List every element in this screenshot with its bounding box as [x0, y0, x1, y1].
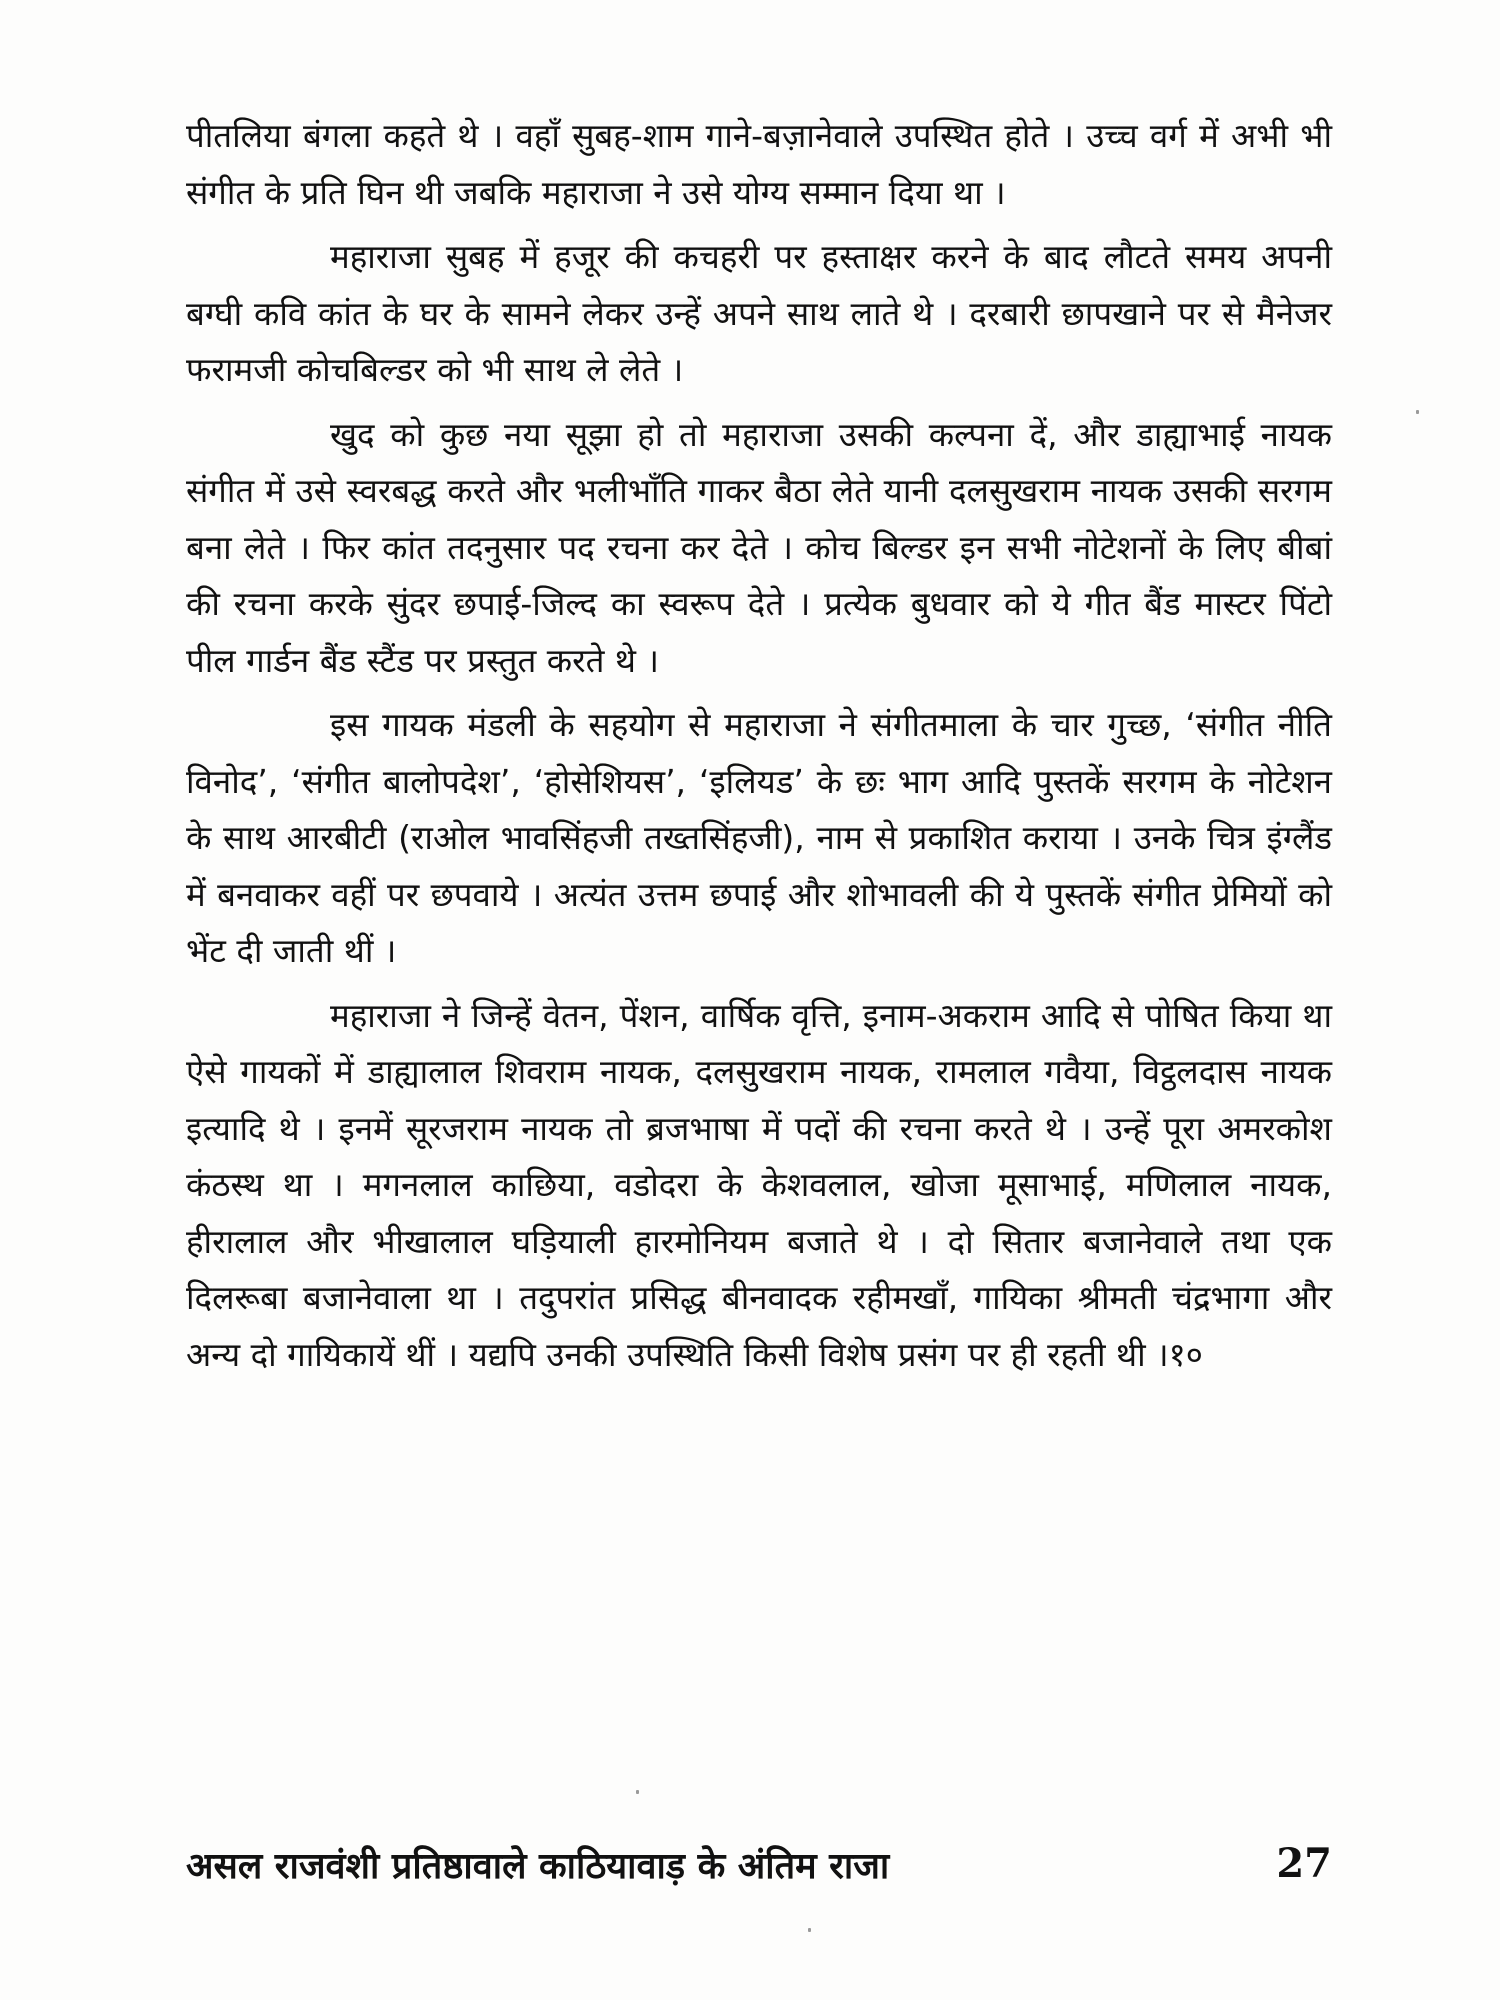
- paragraph-5: महाराजा ने जिन्हें वेतन, पेंशन, वार्षिक वृत्ति, इनाम-अकराम आदि से पोषित किया था ऐसे गायकों में डाह्यालाल शिवराम नायक, दलसुखराम नायक, रामलाल गवैया, विट्ठलदास नायक इत्यादि थे । इनमें सूरजराम नायक तो ब्रजभाषा में पदों की रचना करते थे । उन्हें पूरा अमरकोश कंठस्थ था । मगनलाल काछिया, वडोदरा के केशवलाल, खोजा मूसाभाई, मणिलाल नायक, हीरालाल और भीखालाल घड़ियाली हारमोनियम बजाते थे । दो सितार बजानेवाले तथा एक दिलरूबा बजानेवाला था । तदुपरांत प्रसिद्ध बीनवादक रहीमखाँ, गायिका श्रीमती चंद्रभागा और अन्य दो गायिकायें थीं । यद्यपि उनकी उपस्थिति किसी विशेष प्रसंग पर ही रहती थी ।१०: [186, 995, 1332, 1374]
- scan-speck: [808, 1928, 811, 1932]
- page-number: 27: [1276, 1840, 1332, 1887]
- page-footer: [186, 1840, 1332, 1900]
- body-text: [186, 108, 1332, 1391]
- paragraph-3: खुद को कुछ नया सूझा हो तो महाराजा उसकी कल्पना दें, और डाह्याभाई नायक संगीत में उसे स्वरबद्ध करते और भलीभाँति गाकर बैठा लेते यानी दलसुखराम नायक उसकी सरगम बना लेते । फिर कांत तदनुसार पद रचना कर देते । कोच बिल्डर इन सभी नोटेशनों के लिए बीबां की रचना करके सुंदर छपाई-जिल्द का स्वरूप देते । प्रत्येक बुधवार को ये गीत बैंड मास्टर पिंटो पील गार्डन बैंड स्टैंड पर प्रस्तुत करते थे ।: [186, 414, 1332, 680]
- scan-speck: [636, 1790, 639, 1794]
- paragraph-2: महाराजा सुबह में हजूर की कचहरी पर हस्ताक्षर करने के बाद लौटते समय अपनी बग्घी कवि कांत के घर के सामने लेकर उन्हें अपने साथ लाते थे । दरबारी छापखाने पर से मैनेजर फरामजी कोचबिल्डर को भी साथ ले लेते ।: [186, 237, 1332, 389]
- running-footer-title: असल राजवंशी प्रतिष्ठावाले काठियावाड़ के अंतिम राजा: [186, 1845, 890, 1887]
- paragraph-4: इस गायक मंडली के सहयोग से महाराजा ने संगीतमाला के चार गुच्छ, ‘संगीत नीति विनोद’, ‘संगीत बालोपदेश’, ‘होसेशियस’, ‘इलियड’ के छः भाग आदि पुस्तकें सरगम के नोटेशन के साथ आरबीटी (राओल भावसिंहजी तख्तसिंहजी), नाम से प्रकाशित कराया । उनके चित्र इंग्लैंड में बनवाकर वहीं पर छपवाये । अत्यंत उत्तम छपाई और शोभावली की ये पुस्तकें संगीत प्रेमियों को भेंट दी जाती थीं ।: [186, 705, 1332, 970]
- scan-speck: [1416, 410, 1419, 414]
- paragraph-1: पीतलिया बंगला कहते थे । वहाँ सुबह-शाम गाने-बज़ानेवाले उपस्थित होते । उच्च वर्ग में अभी भी संगीत के प्रति घिन थी जबकि महाराजा ने उसे योग्य सम्मान दिया था ।: [186, 116, 1332, 212]
